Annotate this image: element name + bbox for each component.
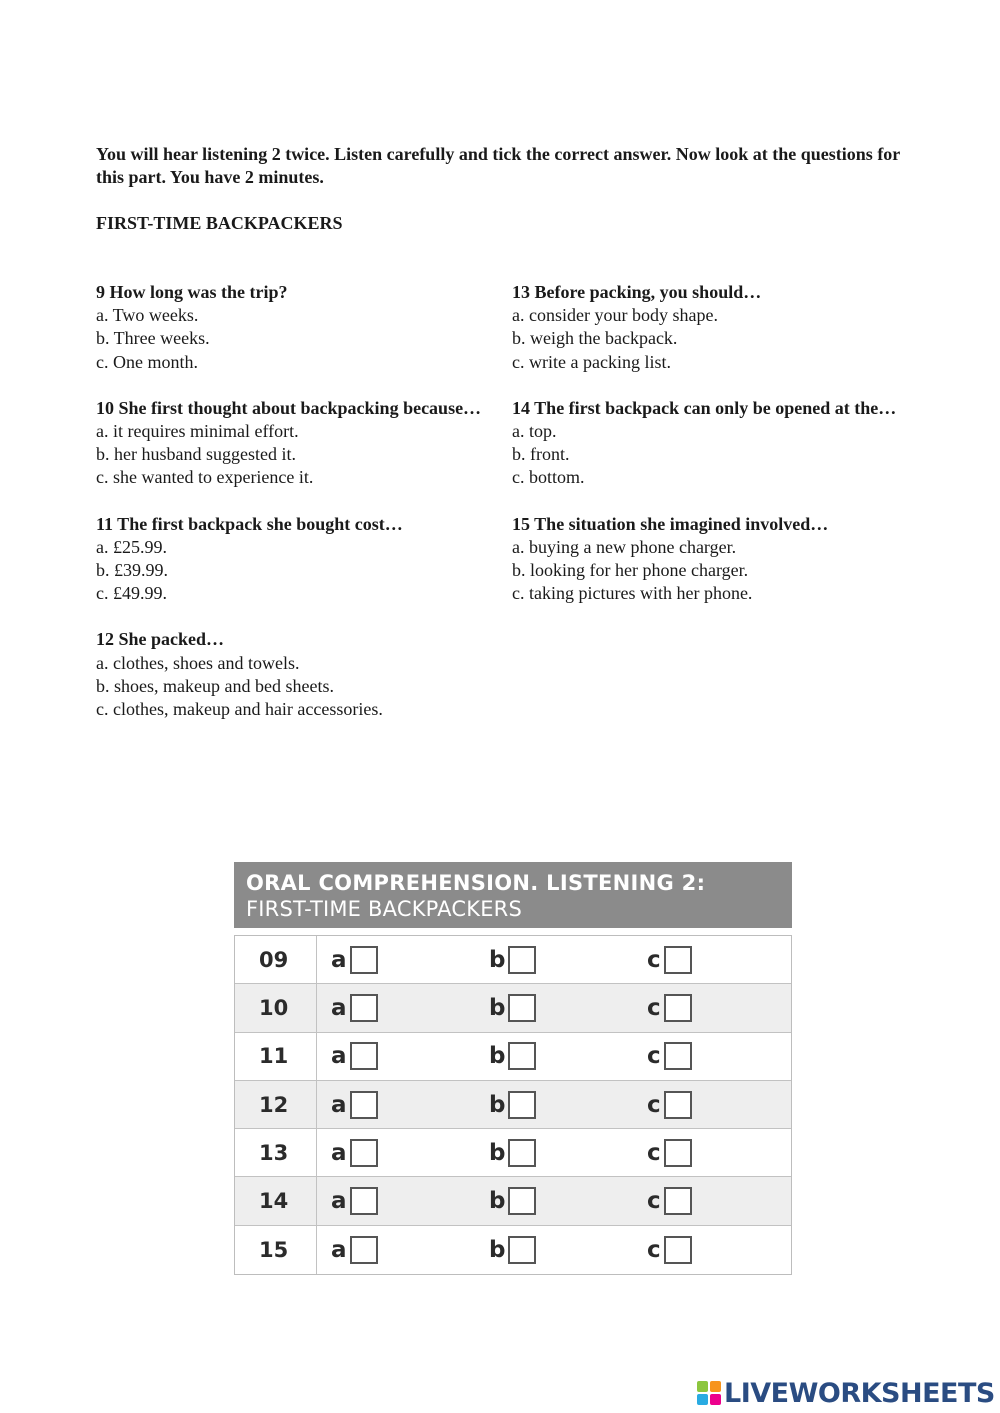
answer-row-number: 14 xyxy=(235,1177,317,1224)
answer-row xyxy=(235,984,791,1032)
answer-row xyxy=(235,1226,791,1274)
tick-box[interactable] xyxy=(350,1236,378,1264)
option-b: b. Three weeks. xyxy=(96,328,210,349)
question-10 xyxy=(96,397,496,490)
option-a: a. consider your body shape. xyxy=(512,305,718,326)
option-a: a. it requires minimal effort. xyxy=(96,421,299,442)
tick-box[interactable] xyxy=(508,1139,536,1167)
answer-choice-a xyxy=(317,946,475,974)
liveworksheets-logo xyxy=(697,1378,995,1408)
answer-choice-c xyxy=(633,1091,791,1119)
question-text: 15 The situation she imagined involved… xyxy=(512,513,829,534)
answer-choice-b xyxy=(475,1091,633,1119)
choice-letter: c xyxy=(647,1139,661,1166)
instructions-text: You will hear listening 2 twice. Listen carefully and tick the correct answer. Now look at the questions for this part. You have 2 minutes. xyxy=(96,144,900,187)
choice-letter: a xyxy=(331,946,347,973)
tick-box[interactable] xyxy=(350,1187,378,1215)
answer-row xyxy=(235,936,791,984)
option-a: a. clothes, shoes and towels. xyxy=(96,652,300,673)
answer-table xyxy=(234,862,792,1275)
answer-table-header xyxy=(234,862,792,928)
question-15 xyxy=(512,513,912,606)
tick-box[interactable] xyxy=(350,1042,378,1070)
answer-choice-b xyxy=(475,1042,633,1070)
answer-choice-a xyxy=(317,1042,475,1070)
tick-box[interactable] xyxy=(350,994,378,1022)
questions-left-column xyxy=(96,281,496,744)
choice-letter: c xyxy=(647,1236,661,1263)
option-b: b. looking for her phone charger. xyxy=(512,560,749,581)
option-b: b. her husband suggested it. xyxy=(96,444,296,465)
choice-letter: c xyxy=(647,994,661,1021)
option-a: a. buying a new phone charger. xyxy=(512,536,737,557)
option-c: c. write a packing list. xyxy=(512,351,671,372)
question-13 xyxy=(512,281,912,374)
answer-choice-a xyxy=(317,1236,475,1264)
answer-choice-b xyxy=(475,994,633,1022)
logo-text: LIVEWORKSHEETS xyxy=(724,1377,995,1409)
choice-letter: b xyxy=(489,1139,506,1166)
answer-row-number: 12 xyxy=(235,1081,317,1128)
choice-letter: c xyxy=(647,1091,661,1118)
option-b: b. weigh the backpack. xyxy=(512,328,678,349)
answer-choice-b xyxy=(475,1187,633,1215)
tick-box[interactable] xyxy=(664,994,692,1022)
choice-letter: b xyxy=(489,1043,506,1070)
choice-letter: c xyxy=(647,1188,661,1215)
option-b: b. shoes, makeup and bed sheets. xyxy=(96,675,334,696)
option-c: c. taking pictures with her phone. xyxy=(512,583,753,604)
tick-box[interactable] xyxy=(664,946,692,974)
tick-box[interactable] xyxy=(664,1236,692,1264)
answer-choice-c xyxy=(633,1139,791,1167)
tick-box[interactable] xyxy=(508,1091,536,1119)
choice-letter: c xyxy=(647,946,661,973)
question-text: 12 She packed… xyxy=(96,629,225,650)
option-a: a. top. xyxy=(512,421,557,442)
option-c: c. clothes, makeup and hair accessories. xyxy=(96,699,383,720)
tick-box[interactable] xyxy=(508,1042,536,1070)
answer-table-subtitle: FIRST-TIME BACKPACKERS xyxy=(246,897,523,921)
answer-choice-c xyxy=(633,994,791,1022)
tick-box[interactable] xyxy=(508,1187,536,1215)
answer-row xyxy=(235,1177,791,1225)
answer-choice-a xyxy=(317,994,475,1022)
logo-square xyxy=(710,1381,721,1392)
answer-row-number: 11 xyxy=(235,1033,317,1080)
choice-letter: a xyxy=(331,1188,347,1215)
choice-letter: a xyxy=(331,1236,347,1263)
answer-choice-c xyxy=(633,1236,791,1264)
liveworksheets-logo-icon xyxy=(697,1381,721,1405)
tick-box[interactable] xyxy=(664,1042,692,1070)
choice-letter: a xyxy=(331,1043,347,1070)
option-b: b. £39.99. xyxy=(96,560,168,581)
question-12 xyxy=(96,628,496,721)
question-text: 10 She first thought about backpacking because… xyxy=(96,397,482,418)
option-a: a. Two weeks. xyxy=(96,305,199,326)
logo-square xyxy=(697,1381,708,1392)
tick-box[interactable] xyxy=(664,1091,692,1119)
tick-box[interactable] xyxy=(508,994,536,1022)
tick-box[interactable] xyxy=(664,1187,692,1215)
option-b: b. front. xyxy=(512,444,570,465)
worksheet-title: FIRST-TIME BACKPACKERS xyxy=(96,213,343,233)
answer-row-number: 10 xyxy=(235,984,317,1031)
answer-row-number: 09 xyxy=(235,936,317,983)
question-text: 11 The first backpack she bought cost… xyxy=(96,513,403,534)
answer-choice-a xyxy=(317,1187,475,1215)
answer-choice-b xyxy=(475,1236,633,1264)
tick-box[interactable] xyxy=(508,946,536,974)
answer-row xyxy=(235,1033,791,1081)
questions-right-column xyxy=(512,281,912,628)
option-c: c. bottom. xyxy=(512,467,585,488)
choice-letter: b xyxy=(489,946,506,973)
answer-row xyxy=(235,1081,791,1129)
answer-choice-a xyxy=(317,1091,475,1119)
question-text: 9 How long was the trip? xyxy=(96,282,288,302)
tick-box[interactable] xyxy=(664,1139,692,1167)
choice-letter: a xyxy=(331,1139,347,1166)
answer-choice-c xyxy=(633,1187,791,1215)
tick-box[interactable] xyxy=(350,1139,378,1167)
choice-letter: b xyxy=(489,1091,506,1118)
answer-choice-b xyxy=(475,1139,633,1167)
question-11 xyxy=(96,513,496,606)
answer-row xyxy=(235,1129,791,1177)
question-text: 13 Before packing, you should… xyxy=(512,282,762,302)
choice-letter: b xyxy=(489,994,506,1021)
answer-row-number: 15 xyxy=(235,1226,317,1274)
tick-box[interactable] xyxy=(508,1236,536,1264)
choice-letter: c xyxy=(647,1043,661,1070)
answer-row-number: 13 xyxy=(235,1129,317,1176)
question-text: 14 The first backpack can only be opened at the… xyxy=(512,397,897,418)
answer-choice-b xyxy=(475,946,633,974)
tick-box[interactable] xyxy=(350,946,378,974)
question-14 xyxy=(512,397,912,490)
choice-letter: a xyxy=(331,1091,347,1118)
option-c: c. she wanted to experience it. xyxy=(96,467,314,488)
option-c: c. £49.99. xyxy=(96,583,167,604)
answer-choice-c xyxy=(633,1042,791,1070)
option-a: a. £25.99. xyxy=(96,536,167,557)
logo-square xyxy=(710,1394,721,1405)
answer-grid xyxy=(234,935,792,1275)
answer-choice-a xyxy=(317,1139,475,1167)
tick-box[interactable] xyxy=(350,1091,378,1119)
answer-choice-c xyxy=(633,946,791,974)
logo-square xyxy=(697,1394,708,1405)
answer-table-title: ORAL COMPREHENSION. LISTENING 2: xyxy=(246,871,706,895)
choice-letter: b xyxy=(489,1188,506,1215)
option-c: c. One month. xyxy=(96,351,198,372)
choice-letter: b xyxy=(489,1236,506,1263)
question-9 xyxy=(96,281,496,374)
choice-letter: a xyxy=(331,994,347,1021)
